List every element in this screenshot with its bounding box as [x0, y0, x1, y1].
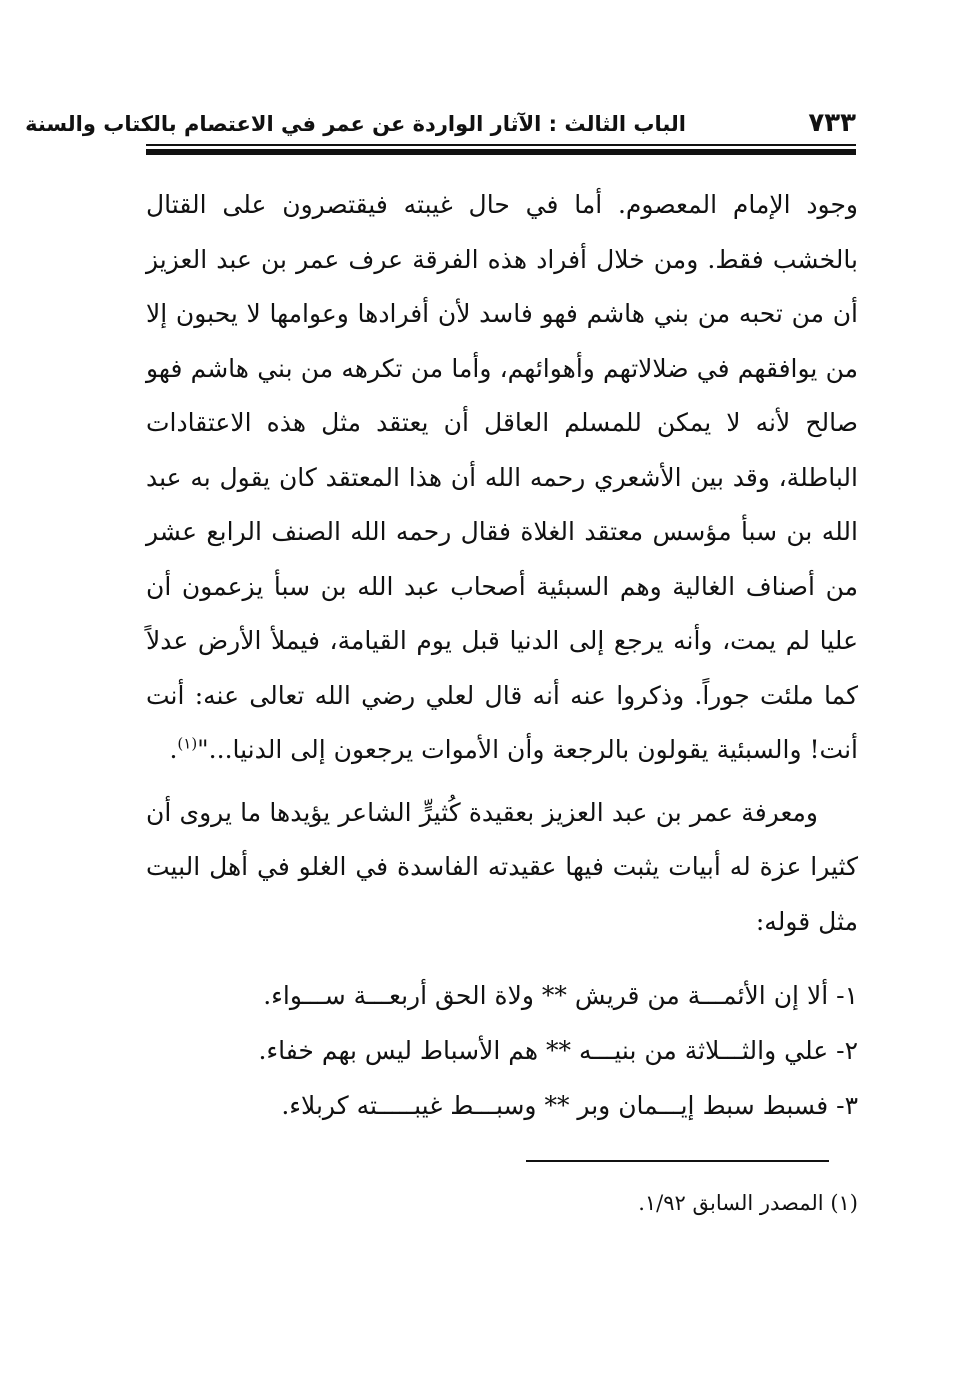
chapter-title: الباب الثالث : الآثار الواردة عن عمر في الاعتصام بالكتاب والسنة: [25, 112, 686, 136]
verse-line: [198, 1078, 858, 1133]
verse-second-hemistich: هم الأسباط ليس بهم خفاء.: [258, 1036, 539, 1065]
verse-number: ٣-: [836, 1091, 858, 1120]
verse-first-hemistich: علي والثـــلاثة من بنيـــه: [579, 1036, 829, 1065]
footnote-separator: [526, 1160, 829, 1162]
footnote: [258, 1188, 858, 1218]
verse-line: [198, 968, 858, 1023]
verse-second-hemistich: وسبـــط غيبـــــته كربلاء.: [281, 1091, 537, 1120]
verse-number: ٢-: [836, 1036, 858, 1065]
footnote-reference[interactable]: (١): [177, 734, 198, 753]
paragraph-1-text: وجود الإمام المعصوم. أما في حال غيبته فيقتصرون على القتال بالخشب فقط. ومن خلال أفراد هذه الفرقة عرف عمر بن عبد العزيز أن من تحبه من بني هاشم فهو فاسد لأن أفرادها وعوامها لا يحبون إلا من يوافقهم في ضلالاتهم وأهوائهم، وأما من تكرهه من بني هاشم فهو صالح لأنه لا يمكن للمسلم العاقل أن يعتقد مثل هذه الاعتقادات الباطلة، وقد بين الأشعري رحمه الله أن هذا المعتقد كان يقول به عبد الله بن سبأ مؤسس معتقد الغلاة فقال رحمه الله الصنف الرابع عشر من أصناف الغالية وهم السبئية أصحاب عبد الله بن سبأ يزعمون أن عليا لم يمت، وأنه يرجع إلى الدنيا قبل يوم القيامة، فيملأ الأرض عدلاً كما ملئت جوراً. وذكروا عنه أنه قال لعلي رضي الله تعالى عنه: أنت أنت! والسبئية يقولون بالرجعة وأن الأموات يرجعون إلى الدنيا...": [146, 190, 858, 764]
verse-second-hemistich: ولاة الحق أربعـــة ســـواء.: [263, 981, 534, 1010]
header-rule-thin: [146, 144, 856, 146]
paragraph-2: ومعرفة عمر بن عبد العزيز بعقيدة كُثيرٍّ الشاعر يؤيدها ما يروى أن كثيرا عزة له أبيات يثبت فيها عقيدته الفاسدة في الغلو في أهل البيت مثل قوله:: [146, 797, 858, 936]
verse-number: ١-: [836, 981, 858, 1010]
verse-line: [198, 1023, 858, 1078]
header-rule-thick: [146, 149, 856, 155]
footnote-text: المصدر السابق ١/٩٢.: [638, 1191, 824, 1215]
page-number: ٧٣٣: [808, 108, 856, 138]
verse-list: [198, 968, 858, 1133]
verse-first-hemistich: فسبط سبط إيـــمان وبر: [577, 1091, 829, 1120]
verse-first-hemistich: ألا إن الأئمـــة من قريش: [574, 981, 829, 1010]
verse-separator: **: [546, 1036, 572, 1065]
footnote-marker: (١): [830, 1191, 858, 1215]
page-header: [25, 108, 856, 142]
verse-separator: **: [541, 981, 567, 1010]
body-text: [146, 178, 858, 949]
paragraph-1-end: .: [169, 735, 178, 764]
paragraph-1: [146, 178, 858, 778]
verse-separator: **: [544, 1091, 570, 1120]
